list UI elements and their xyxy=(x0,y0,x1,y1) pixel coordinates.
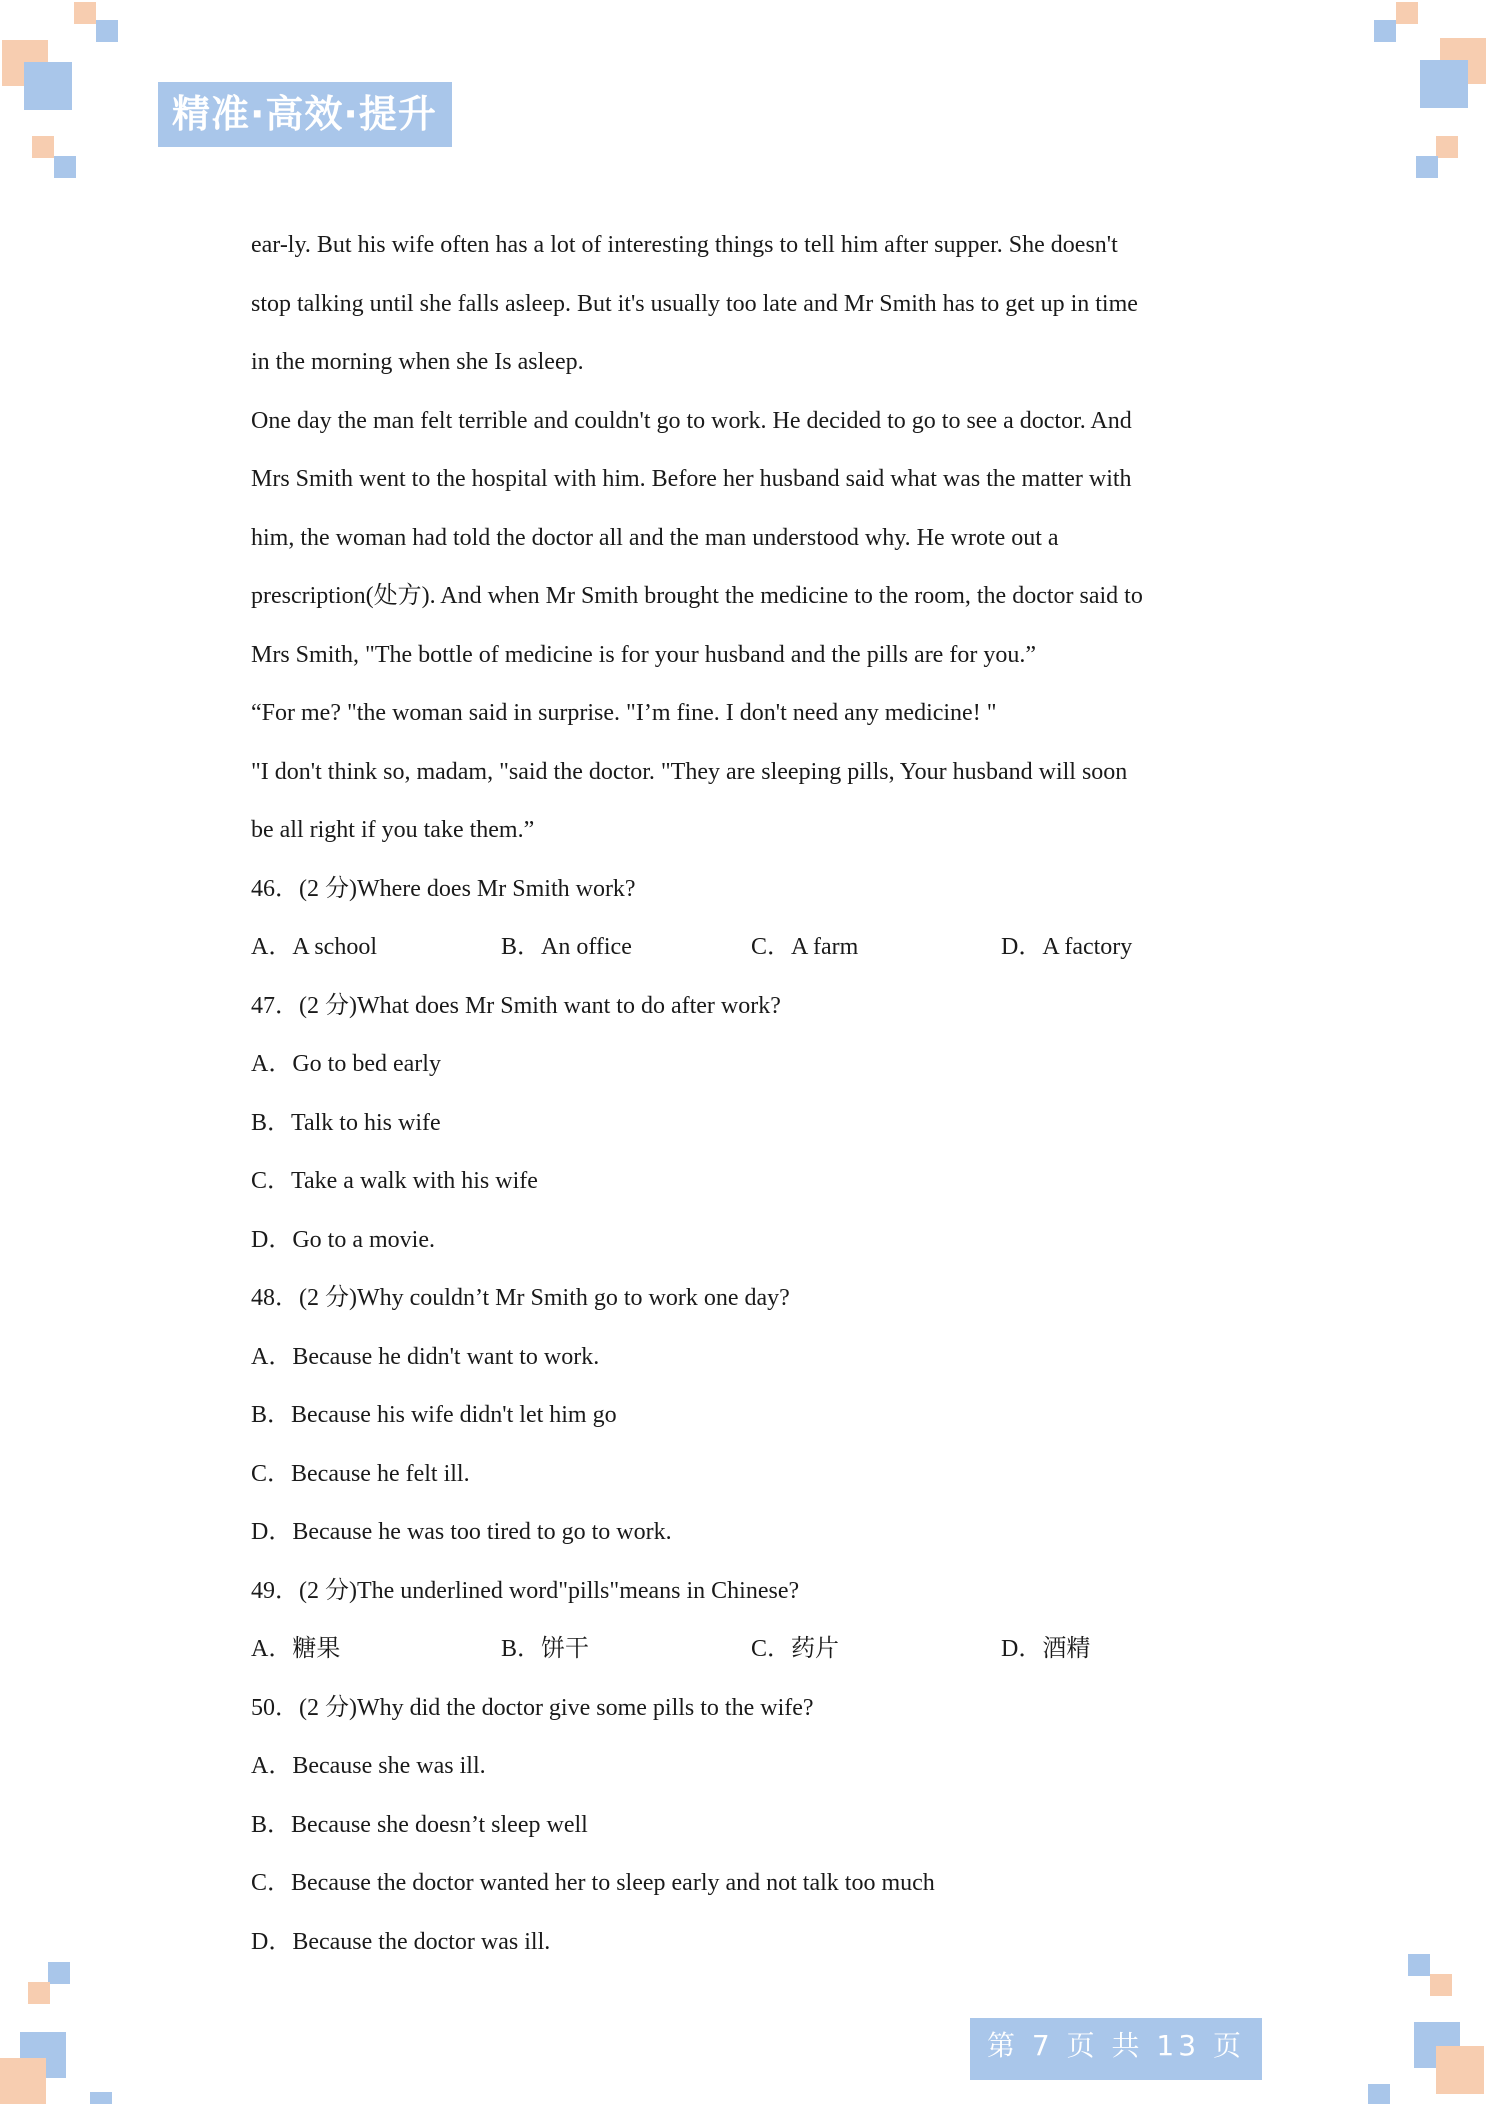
option-a: A．Go to bed early xyxy=(251,1051,441,1077)
question-stem: 48．(2 分)Why couldn’t Mr Smith go to work one day? xyxy=(251,1285,790,1311)
question-47 xyxy=(251,977,1251,1270)
question-stem: 49．(2 分)The underlined word"pills"means in Chinese? xyxy=(251,1577,800,1604)
passage-line: in the morning when she Is asleep. xyxy=(251,349,584,375)
passage-line: One day the man felt terrible and couldn't go to work. He decided to go to see a doctor. And xyxy=(251,407,1132,434)
option-c: C．Because the doctor wanted her to sleep early and not talk too much xyxy=(251,1870,935,1896)
passage-line: him, the woman had told the doctor all and the man understood why. He wrote out a xyxy=(251,524,1059,551)
passage-line: Mrs Smith went to the hospital with him. Before her husband said what was the matter with xyxy=(251,466,1132,492)
option-b: B．An office xyxy=(501,934,632,960)
option-b: B．Because she doesn’t sleep well xyxy=(251,1811,588,1838)
question-stem: 47．(2 分)What does Mr Smith want to do after work? xyxy=(251,992,781,1019)
question-50 xyxy=(251,1679,1251,1972)
question-48 xyxy=(251,1269,1251,1562)
passage-line: “For me? "the woman said in surprise. "I’m fine. I don't need any medicine! " xyxy=(251,700,997,726)
option-d: D．Go to a movie. xyxy=(251,1226,435,1253)
option-row xyxy=(251,1620,1251,1679)
reading-passage xyxy=(251,216,1251,860)
passage-line: prescription(处方). And when Mr Smith brought the medicine to the room, the doctor said to xyxy=(251,583,1143,609)
question-46 xyxy=(251,860,1251,977)
option-c: C．A farm xyxy=(751,934,859,960)
passage-line: ear-ly. But his wife often has a lot of interesting things to tell him after supper. She doesn't xyxy=(251,232,1118,258)
option-d: D．酒精 xyxy=(1001,1636,1091,1662)
question-stem: 46．(2 分)Where does Mr Smith work? xyxy=(251,875,636,902)
option-d: D．A factory xyxy=(1001,934,1133,960)
option-b: B．Talk to his wife xyxy=(251,1109,441,1136)
option-a: A．A school xyxy=(251,934,377,960)
option-d: D．Because he was too tired to go to work. xyxy=(251,1519,672,1545)
option-c: C．Take a walk with his wife xyxy=(251,1168,538,1194)
question-stem: 50．(2 分)Why did the doctor give some pills to the wife? xyxy=(251,1694,814,1721)
page-number-footer: 第 7 页 共 13 页 xyxy=(970,2018,1262,2080)
option-c: C．Because he felt ill. xyxy=(251,1460,470,1487)
option-a: A．Because he didn't want to work. xyxy=(251,1343,600,1370)
header-logo: 精准·高效·提升 xyxy=(158,82,452,147)
passage-line: be all right if you take them.” xyxy=(251,817,535,843)
document-body xyxy=(251,216,1251,1971)
option-b: B．饼干 xyxy=(501,1636,590,1662)
question-49 xyxy=(251,1562,1251,1679)
option-row xyxy=(251,918,1251,977)
option-b: B．Because his wife didn't let him go xyxy=(251,1402,617,1428)
option-c: C．药片 xyxy=(751,1636,840,1662)
option-a: A．Because she was ill. xyxy=(251,1753,486,1779)
option-d: D．Because the doctor was ill. xyxy=(251,1928,551,1955)
passage-line: stop talking until she falls asleep. But it's usually too late and Mr Smith has to get up in time xyxy=(251,290,1138,317)
option-a: A．糖果 xyxy=(251,1636,341,1662)
passage-line: Mrs Smith, "The bottle of medicine is for your husband and the pills are for you.” xyxy=(251,641,1036,668)
passage-line: "I don't think so, madam, "said the doctor. "They are sleeping pills, Your husband will soon xyxy=(251,758,1128,785)
